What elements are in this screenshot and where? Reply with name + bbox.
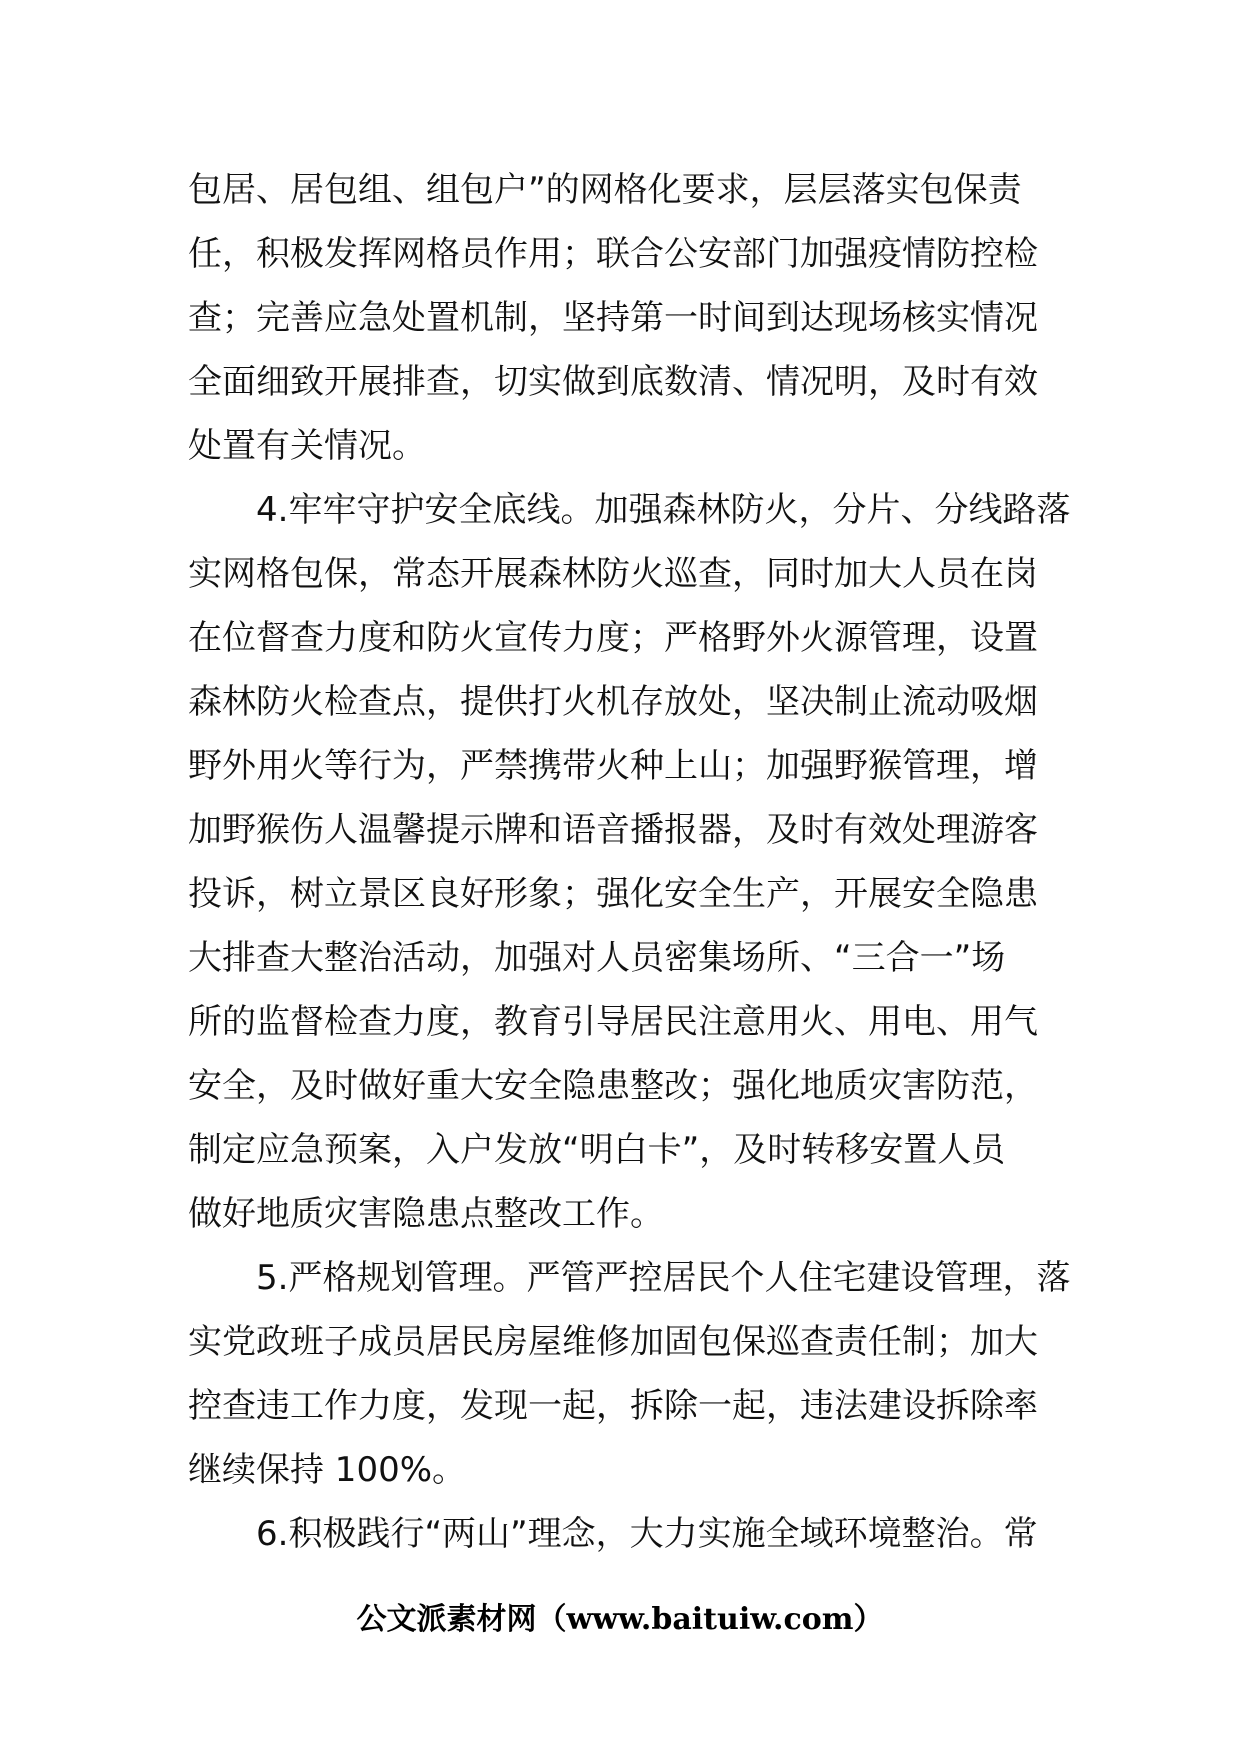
text-line: 查；完善应急处置机制，坚持第一时间到达现场核实情况 xyxy=(188,298,1038,338)
text-line: 实党政班子成员居民房屋维修加固包保巡查责任制；加大 xyxy=(188,1322,1038,1362)
text-line: 所的监督检查力度，教育引导居民注意用火、用电、用气 xyxy=(188,1002,1038,1042)
text-line: 实网格包保，常态开展森林防火巡查，同时加大人员在岗 xyxy=(188,554,1038,594)
text-line: 处置有关情况。 xyxy=(188,426,426,466)
text-line: 安全，及时做好重大安全隐患整改；强化地质灾害防范， xyxy=(188,1066,1038,1106)
section-heading-line: 5.严格规划管理。严管严控居民个人住宅建设管理，落 xyxy=(256,1258,1071,1298)
text-line: 任，积极发挥网格员作用；联合公安部门加强疫情防控检 xyxy=(188,234,1038,274)
text-line: 在位督查力度和防火宣传力度；严格野外火源管理，设置 xyxy=(188,618,1038,658)
text-line: 森林防火检查点，提供打火机存放处，坚决制止流动吸烟 xyxy=(188,682,1038,722)
section-heading-line: 6.积极践行“两山”理念，大力实施全域环境整治。常 xyxy=(256,1514,1038,1554)
text-line: 控查违工作力度，发现一起，拆除一起，违法建设拆除率 xyxy=(188,1386,1038,1426)
text-line: 加野猴伤人温馨提示牌和语音播报器，及时有效处理游客 xyxy=(188,810,1038,850)
text-line: 野外用火等行为，严禁携带火种上山；加强野猴管理，增 xyxy=(188,746,1038,786)
text-line: 包居、居包组、组包户”的网格化要求，层层落实包保责 xyxy=(188,170,1022,210)
text-line: 做好地质灾害隐患点整改工作。 xyxy=(188,1194,664,1234)
footer-watermark: 公文派素材网（www.baituiw.com） xyxy=(356,1602,884,1637)
section-heading-line: 4.牢牢守护安全底线。加强森林防火，分片、分线路落 xyxy=(256,490,1071,530)
text-line: 大排查大整治活动，加强对人员密集场所、“三合一”场 xyxy=(188,938,1006,978)
text-line: 继续保持 100%。 xyxy=(188,1450,467,1490)
document-body xyxy=(188,158,1071,1566)
text-line: 全面细致开展排查，切实做到底数清、情况明，及时有效 xyxy=(188,362,1038,402)
text-line: 投诉，树立景区良好形象；强化安全生产，开展安全隐患 xyxy=(188,874,1038,914)
text-line: 制定应急预案，入户发放“明白卡”，及时转移安置人员 xyxy=(188,1130,1006,1170)
